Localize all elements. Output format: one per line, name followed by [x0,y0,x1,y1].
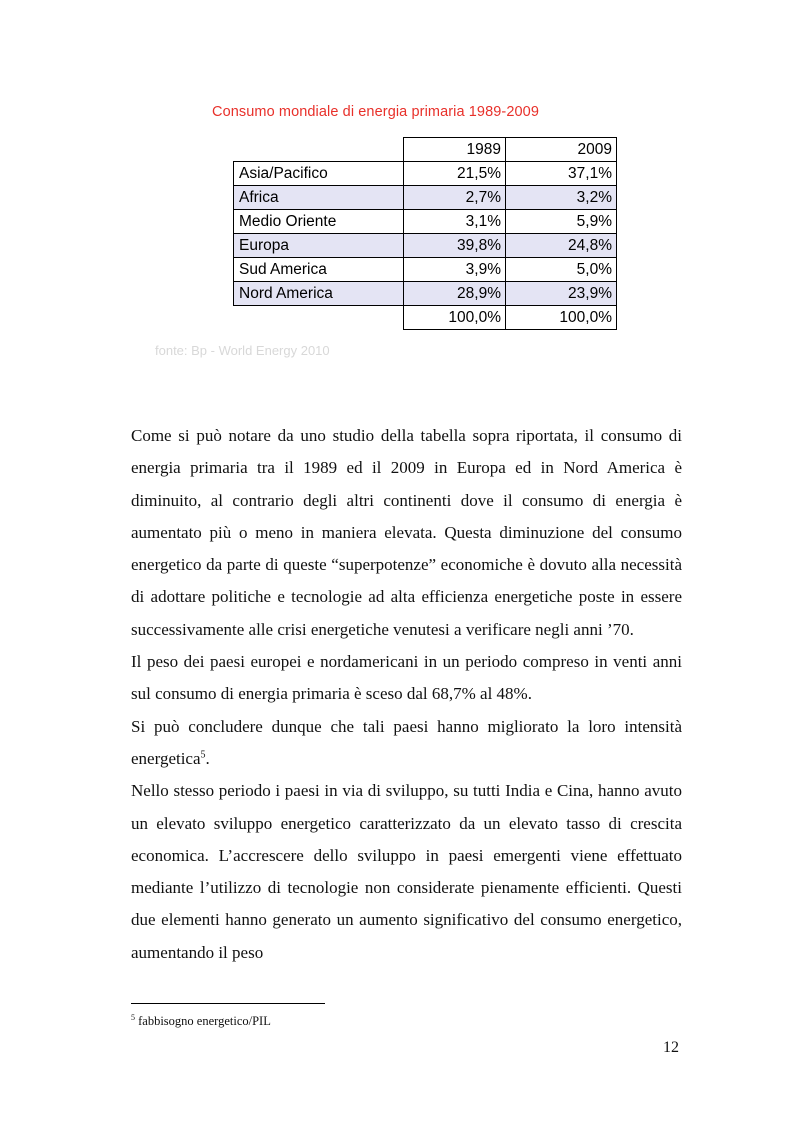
value-2009-cell: 3,2% [506,186,617,210]
table-row [234,210,617,234]
table-header-row [234,138,617,162]
value-1989-cell: 28,9% [404,282,506,306]
table-row [234,162,617,186]
value-1989-cell: 39,8% [404,234,506,258]
value-2009-cell: 23,9% [506,282,617,306]
footnote-text: fabbisogno energetico/PIL [138,1014,271,1029]
value-1989-cell: 3,9% [404,258,506,282]
region-cell: Medio Oriente [234,210,404,234]
header-corner [234,138,404,162]
table-row [234,258,617,282]
value-1989-cell: 21,5% [404,162,506,186]
paragraph [131,711,682,776]
page-number: 12 [663,1039,679,1056]
footnote [131,1013,271,1029]
table-source: fonte: Bp - World Energy 2010 [155,343,330,358]
paragraph: Il peso dei paesi europei e nordamericani in un periodo compreso in venti anni sul consumo di energia primaria è sceso dal 68,7% al 48%. [131,652,682,704]
total-2009-cell: 100,0% [506,306,617,330]
table-row [234,234,617,258]
footnote-ref[interactable]: 5 [200,749,206,761]
region-cell: Asia/Pacifico [234,162,404,186]
region-cell: Europa [234,234,404,258]
value-1989-cell: 3,1% [404,210,506,234]
footnote-number: 5 [131,1013,135,1022]
value-2009-cell: 37,1% [506,162,617,186]
table-title: Consumo mondiale di energia primaria 1989-2009 [212,104,540,120]
header-2009: 2009 [506,138,617,162]
value-2009-cell: 24,8% [506,234,617,258]
total-corner [234,306,404,330]
value-2009-cell: 5,0% [506,258,617,282]
paragraph-text: Si può concludere dunque che tali paesi hanno migliorato la loro intensità energetica [131,716,682,768]
value-2009-cell: 5,9% [506,210,617,234]
region-cell: Sud America [234,258,404,282]
paragraph-end: . [205,748,210,768]
energy-table [233,137,617,330]
value-1989-cell: 2,7% [404,186,506,210]
region-cell: Africa [234,186,404,210]
total-1989-cell: 100,0% [404,306,506,330]
header-1989: 1989 [404,138,506,162]
body-text [131,420,682,969]
region-cell: Nord America [234,282,404,306]
footnote-divider [131,1003,325,1004]
table-row [234,186,617,210]
table-total-row [234,306,617,330]
paragraph: Come si può notare da uno studio della tabella sopra riportata, il consumo di energia primaria tra il 1989 ed il 2009 in Europa ed in Nord America è diminuito, al contrario degli altri continenti dove il consumo di energia è aumentato più o meno in maniera elevata. Questa diminuzione del consumo energetico da parte di queste “superpotenze” economiche è dovuto alla necessità di adottare politiche e tecnologie ad alta efficienza energetiche poste in essere successivamente alle crisi energetiche venutesi a verificare negli anni ’70. [131,426,682,639]
paragraph: Nello stesso periodo i paesi in via di sviluppo, su tutti India e Cina, hanno avuto un elevato sviluppo energetico caratterizzato da un elevato tasso di crescita economica. L’accrescere dello sviluppo in paesi emergenti viene effettuato mediante l’utilizzo di tecnologie non considerate pienamente efficienti. Questi due elementi hanno generato un aumento significativo del consumo energetico, aumentando il peso [131,781,682,962]
table-row [234,282,617,306]
